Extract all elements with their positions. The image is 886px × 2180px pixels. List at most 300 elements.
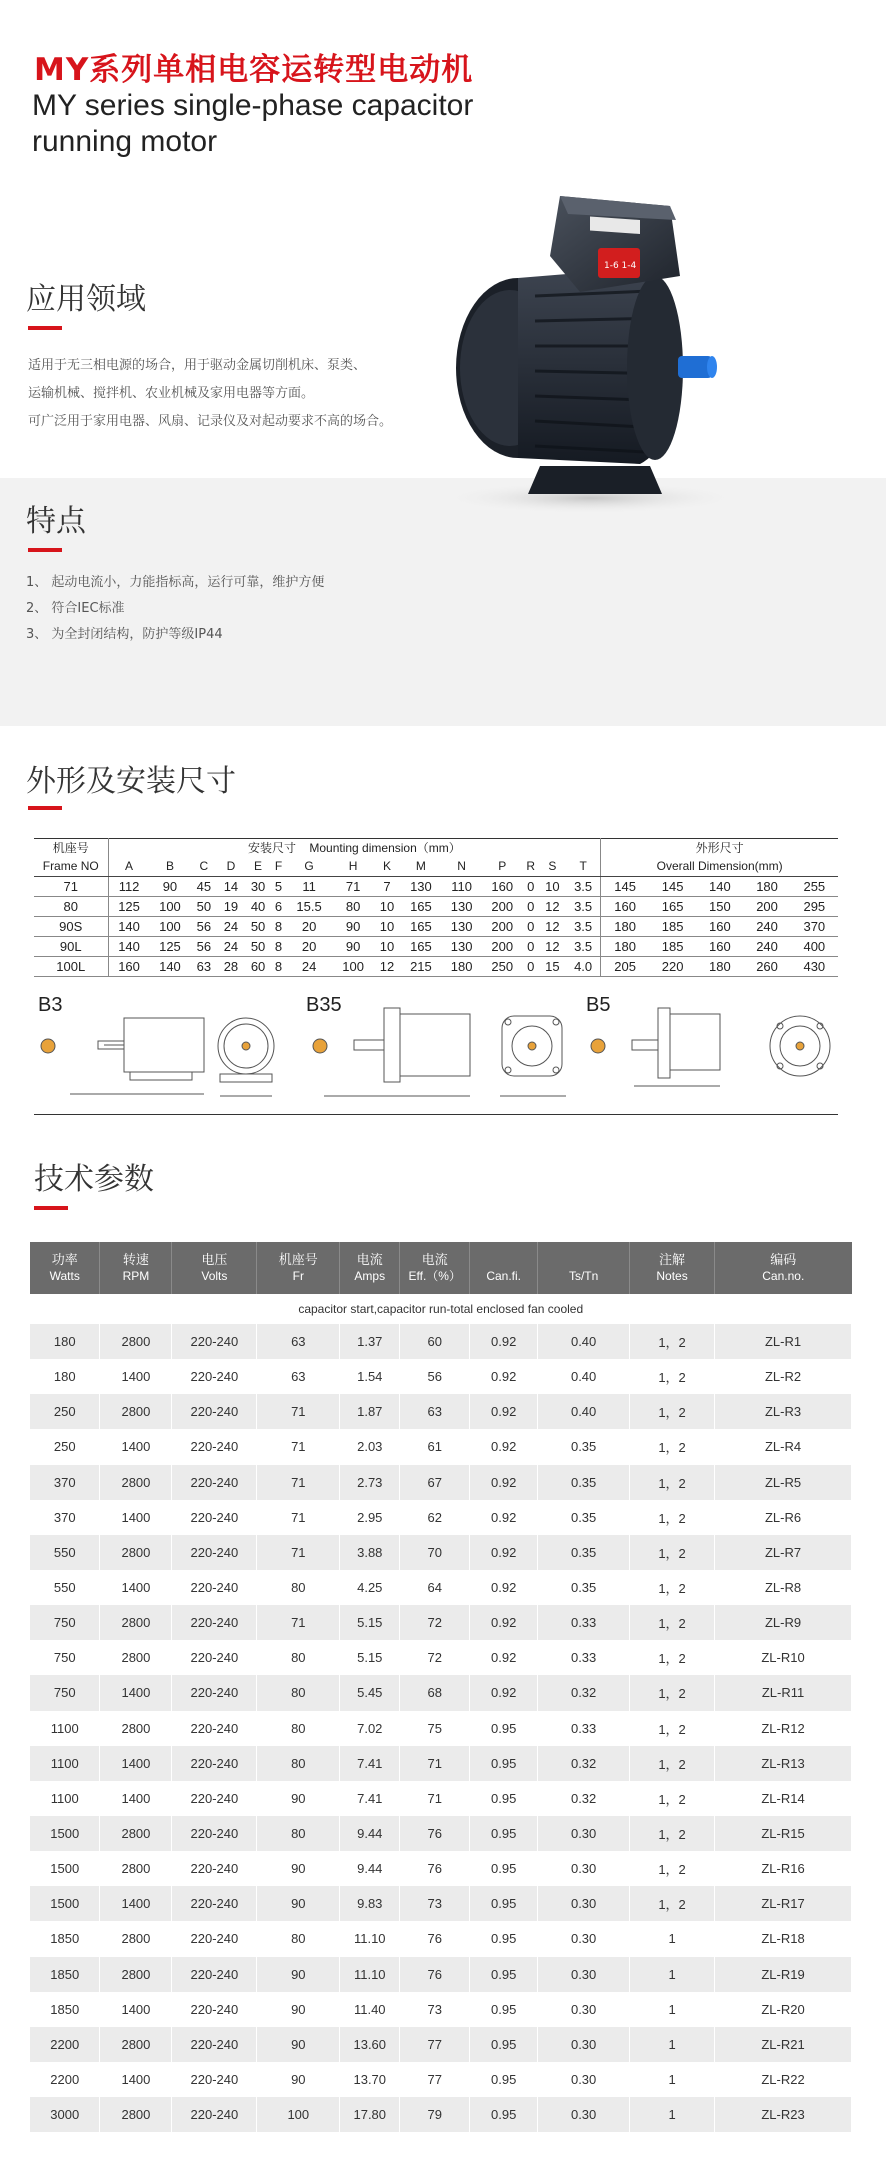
tech-col-header-cn: 电流 <box>421 1252 448 1267</box>
dim-mount-cell: 50 <box>245 936 272 956</box>
tech-cell: 2800 <box>100 1921 172 1956</box>
tech-cell: 1400 <box>100 1675 172 1710</box>
tech-cell: ZL-R10 <box>715 1640 852 1675</box>
dim-col-header: E <box>245 857 272 876</box>
tech-cell: 71 <box>257 1535 340 1570</box>
tech-cell: 73 <box>400 1992 470 2027</box>
tech-table-row <box>30 2062 852 2097</box>
tech-col-header-cn <box>470 1251 537 1268</box>
tech-cell: 1，2 <box>630 1711 715 1746</box>
tech-cell: 75 <box>400 1711 470 1746</box>
tech-cell: 80 <box>257 1746 340 1781</box>
tech-cell: 0.35 <box>538 1570 630 1605</box>
tech-cell: 4.25 <box>340 1570 400 1605</box>
dim-col-header: H <box>333 857 374 876</box>
tech-col-header-cn: 注解 <box>659 1252 686 1267</box>
b5-flange-drawing <box>770 1016 830 1076</box>
tech-cell: 1500 <box>30 1886 100 1921</box>
tech-cell: 7.41 <box>340 1781 400 1816</box>
tech-col-header <box>340 1242 400 1294</box>
dim-overall-cell: 295 <box>791 896 838 916</box>
tech-cell: 71 <box>400 1746 470 1781</box>
tech-cell: 0.95 <box>470 2062 538 2097</box>
tech-cell: 72 <box>400 1605 470 1640</box>
dim-mount-cell: 10 <box>539 876 566 896</box>
application-line: 运输机械、搅拌机、农业机械及家用电器等方面。 <box>28 386 315 401</box>
dim-mount-cell: 5 <box>272 876 286 896</box>
tech-cell: 220-240 <box>172 1886 257 1921</box>
tech-cell: ZL-R12 <box>715 1711 852 1746</box>
dim-mount-cell: 71 <box>333 876 374 896</box>
dimensions-heading: 外形及安装尺寸 <box>26 764 236 799</box>
tech-table-row <box>30 1675 852 1710</box>
dimensions-heading-underline <box>28 806 62 810</box>
tech-cell: 1850 <box>30 1921 100 1956</box>
title-chinese: MY系列单相电容运转型电动机 <box>34 52 474 88</box>
tech-table-row <box>30 1394 852 1429</box>
dim-mount-cell: 4.0 <box>566 956 601 976</box>
tech-cell: 1400 <box>100 1570 172 1605</box>
dim-mount-cell: 10 <box>373 896 400 916</box>
diagram-label-b35: B35 <box>306 994 342 1016</box>
application-line: 适用于无三相电源的场合，用于驱动金属切削机床、泵类、 <box>28 358 367 373</box>
dim-overall-cell: 220 <box>649 956 696 976</box>
tech-cell: 2800 <box>100 1711 172 1746</box>
tech-cell: 71 <box>257 1394 340 1429</box>
dim-mount-cell: 3.5 <box>566 916 601 936</box>
tech-cell: 1400 <box>100 1886 172 1921</box>
tech-cell: 1400 <box>100 1500 172 1535</box>
dim-overall-cell: 430 <box>791 956 838 976</box>
tech-table-row <box>30 1570 852 1605</box>
tech-cell: 250 <box>30 1394 100 1429</box>
tech-col-header <box>400 1242 470 1294</box>
tech-cell: 1，2 <box>630 1324 715 1359</box>
tech-cell: 220-240 <box>172 1675 257 1710</box>
dim-col-header: A <box>108 857 150 876</box>
dim-table-row <box>34 936 838 956</box>
tech-cell: ZL-R5 <box>715 1465 852 1500</box>
tech-col-header <box>257 1242 340 1294</box>
dim-mount-cell: 200 <box>482 916 523 936</box>
tech-cell: 71 <box>400 1781 470 1816</box>
tech-cell: 2800 <box>100 1816 172 1851</box>
tech-cell: 71 <box>257 1465 340 1500</box>
tech-cell: 80 <box>257 1816 340 1851</box>
tech-cell: 5.15 <box>340 1605 400 1640</box>
tech-cell: 2800 <box>100 1535 172 1570</box>
tech-cell: 9.44 <box>340 1851 400 1886</box>
tech-cell: 0.92 <box>470 1500 538 1535</box>
tech-cell: 80 <box>257 1921 340 1956</box>
dim-mount-cell: 15 <box>539 956 566 976</box>
tech-col-header-cn: 电压 <box>201 1252 228 1267</box>
tech-cell: 0.92 <box>470 1675 538 1710</box>
dim-overall-cell: 200 <box>743 896 790 916</box>
tech-cell: 370 <box>30 1500 100 1535</box>
dim-col-header: P <box>482 857 523 876</box>
tech-cell: 76 <box>400 1957 470 1992</box>
dim-frame-cell: 90S <box>34 916 108 936</box>
dim-overall-cell: 160 <box>601 896 649 916</box>
tech-cell: ZL-R11 <box>715 1675 852 1710</box>
dim-mount-cell: 30 <box>245 876 272 896</box>
tech-cell: 63 <box>257 1324 340 1359</box>
tech-table-row <box>30 1359 852 1394</box>
tech-cell: 76 <box>400 1816 470 1851</box>
dim-frame-cell: 71 <box>34 876 108 896</box>
tech-cell: 0.40 <box>538 1359 630 1394</box>
tech-cell: 0.35 <box>538 1465 630 1500</box>
tech-cell: 13.70 <box>340 2062 400 2097</box>
mount-header-cn: 安装尺寸 <box>248 841 297 855</box>
dim-mount-cell: 0 <box>523 896 539 916</box>
tech-cell: 250 <box>30 1429 100 1464</box>
tech-cell: 220-240 <box>172 1570 257 1605</box>
diagram-label-b5: B5 <box>586 994 611 1016</box>
dim-mount-cell: 180 <box>441 956 482 976</box>
dim-mount-cell: 50 <box>190 896 217 916</box>
dim-mount-cell: 40 <box>245 896 272 916</box>
dim-mount-cell: 7 <box>373 876 400 896</box>
tech-cell: 73 <box>400 1886 470 1921</box>
dim-mount-cell: 100 <box>150 896 191 916</box>
tech-cell: 0.35 <box>538 1535 630 1570</box>
title-english: MY series single-phase capacitor running motor <box>32 89 474 158</box>
tech-cell: ZL-R19 <box>715 1957 852 1992</box>
tech-cell: 1，2 <box>630 1851 715 1886</box>
tech-cell: 0.95 <box>470 1921 538 1956</box>
tech-cell: 180 <box>30 1359 100 1394</box>
tech-cell: 1500 <box>30 1851 100 1886</box>
tech-cell: 1.37 <box>340 1324 400 1359</box>
dim-overall-cell: 145 <box>601 876 649 896</box>
tech-cell: 0.33 <box>538 1640 630 1675</box>
tech-cell: 0.40 <box>538 1324 630 1359</box>
dim-mount-cell: 165 <box>401 916 442 936</box>
tech-cell: 220-240 <box>172 1605 257 1640</box>
tech-col-header-cn: 机座号 <box>278 1252 318 1267</box>
dim-mount-cell: 90 <box>150 876 191 896</box>
tech-cell: 0.30 <box>538 1957 630 1992</box>
tech-cell: 1850 <box>30 1957 100 1992</box>
dim-mount-cell: 10 <box>373 936 400 956</box>
tech-table-row <box>30 1429 852 1464</box>
dim-col-header: B <box>150 857 191 876</box>
tech-cell: 220-240 <box>172 1465 257 1500</box>
tech-cell: 0.95 <box>470 1816 538 1851</box>
tech-table-row <box>30 2027 852 2062</box>
dim-mount-cell: 20 <box>285 936 332 956</box>
tech-cell: 56 <box>400 1359 470 1394</box>
tech-cell: 220-240 <box>172 1816 257 1851</box>
tech-cell: ZL-R17 <box>715 1886 852 1921</box>
tech-cell: 220-240 <box>172 1921 257 1956</box>
application-line: 可广泛用于家用电器、风扇、记录仪及对起动要求不高的场合。 <box>28 414 393 429</box>
dim-mount-cell: 160 <box>108 956 150 976</box>
dim-col-header: C <box>190 857 217 876</box>
dim-overall-cell: 205 <box>601 956 649 976</box>
tech-cell: 1，2 <box>630 1816 715 1851</box>
tech-cell: 2800 <box>100 1394 172 1429</box>
tech-cell: ZL-R6 <box>715 1500 852 1535</box>
tech-cell: 100 <box>257 2097 340 2132</box>
tech-cell: 1 <box>630 2097 715 2132</box>
tech-cell: 0.95 <box>470 1992 538 2027</box>
dim-overall-cell: 145 <box>649 876 696 896</box>
tech-cell: 0.92 <box>470 1324 538 1359</box>
tech-table-row <box>30 1711 852 1746</box>
dim-overall-cell: 370 <box>791 916 838 936</box>
tech-cell: 72 <box>400 1640 470 1675</box>
dim-mount-cell: 110 <box>441 876 482 896</box>
tech-col-header-en: RPM <box>122 1269 150 1283</box>
tech-cell: 1400 <box>100 1781 172 1816</box>
dim-overall-cell: 180 <box>601 916 649 936</box>
tech-cell: 2800 <box>100 2097 172 2132</box>
tech-cell: 0.92 <box>470 1429 538 1464</box>
tech-cell: 11.40 <box>340 1992 400 2027</box>
tech-cell: 1，2 <box>630 1570 715 1605</box>
dim-mount-cell: 130 <box>441 896 482 916</box>
feature-item: 3、 为全封闭结构，防护等级IP44 <box>26 627 223 642</box>
dim-table-row <box>34 876 838 896</box>
tech-cell: 11.10 <box>340 1921 400 1956</box>
tech-cell: 550 <box>30 1535 100 1570</box>
tech-cell: 1.54 <box>340 1359 400 1394</box>
tech-cell: 2.73 <box>340 1465 400 1500</box>
tech-table-row <box>30 2097 852 2132</box>
motor-switch-label: 1-6 1-4 <box>604 261 637 271</box>
b3-side-drawing <box>41 1018 204 1094</box>
dim-overall-cell: 180 <box>696 956 743 976</box>
b35-flange-drawing <box>500 1016 566 1096</box>
tech-cell: 0.92 <box>470 1605 538 1640</box>
tech-params-table <box>30 1242 852 2132</box>
tech-col-header <box>630 1242 715 1294</box>
tech-cell: 7.02 <box>340 1711 400 1746</box>
tech-table-row <box>30 1500 852 1535</box>
tech-cell: ZL-R18 <box>715 1921 852 1956</box>
tech-cell: 1400 <box>100 1359 172 1394</box>
dim-mount-cell: 24 <box>217 936 244 956</box>
tech-cell: 220-240 <box>172 1640 257 1675</box>
installation-diagrams <box>34 994 838 1114</box>
tech-cell: 90 <box>257 2027 340 2062</box>
tech-cell: 1，2 <box>630 1640 715 1675</box>
tech-cell: 2.95 <box>340 1500 400 1535</box>
tech-cell: ZL-R3 <box>715 1394 852 1429</box>
features-heading-underline <box>28 548 62 552</box>
dim-col-header: N <box>441 857 482 876</box>
b5-side-drawing <box>591 1008 720 1086</box>
tech-cell: 80 <box>257 1675 340 1710</box>
tech-table-row <box>30 1781 852 1816</box>
tech-cell: 64 <box>400 1570 470 1605</box>
tech-cell: ZL-R15 <box>715 1816 852 1851</box>
dim-mount-cell: 130 <box>441 916 482 936</box>
dim-col-header: R <box>523 857 539 876</box>
dim-mount-cell: 8 <box>272 936 286 956</box>
tech-cell: ZL-R9 <box>715 1605 852 1640</box>
tech-cell: 220-240 <box>172 2027 257 2062</box>
tech-col-header-cn: 转速 <box>122 1252 149 1267</box>
tech-cell: 13.60 <box>340 2027 400 2062</box>
tech-cell: 3.88 <box>340 1535 400 1570</box>
tech-table-row <box>30 1746 852 1781</box>
dim-overall-cell: 140 <box>696 876 743 896</box>
tech-cell: 1，2 <box>630 1429 715 1464</box>
tech-cell: 220-240 <box>172 1992 257 2027</box>
tech-cell: 0.30 <box>538 1921 630 1956</box>
tech-cell: 0.30 <box>538 2027 630 2062</box>
dim-frame-cell: 80 <box>34 896 108 916</box>
feature-item: 1、 起动电流小，力能指标高，运行可靠，维护方便 <box>26 575 325 590</box>
tech-cell: 0.30 <box>538 1992 630 2027</box>
tech-cell: 220-240 <box>172 1359 257 1394</box>
dim-mount-cell: 0 <box>523 936 539 956</box>
dimensions-table <box>34 838 838 977</box>
dim-table-row <box>34 916 838 936</box>
dim-mount-cell: 130 <box>441 936 482 956</box>
overall-header-en: Overall Dimension(mm) <box>601 857 838 876</box>
tech-cell: 1，2 <box>630 1781 715 1816</box>
dim-mount-cell: 12 <box>539 916 566 936</box>
dim-mount-cell: 10 <box>373 916 400 936</box>
dim-frame-cell: 100L <box>34 956 108 976</box>
tech-col-header <box>100 1242 172 1294</box>
tech-cell: 77 <box>400 2027 470 2062</box>
b35-side-drawing <box>313 1008 470 1096</box>
mount-header <box>108 838 601 857</box>
tech-cell: 76 <box>400 1851 470 1886</box>
tech-cell: 0.95 <box>470 1781 538 1816</box>
tech-col-header <box>715 1242 852 1294</box>
tech-cell: 2200 <box>30 2062 100 2097</box>
tech-cell: 370 <box>30 1465 100 1500</box>
dim-mount-cell: 12 <box>539 936 566 956</box>
tech-cell: ZL-R13 <box>715 1746 852 1781</box>
tech-cell: 1850 <box>30 1992 100 2027</box>
tech-cell: ZL-R4 <box>715 1429 852 1464</box>
dim-mount-cell: 24 <box>217 916 244 936</box>
tech-cell: 1，2 <box>630 1394 715 1429</box>
dim-overall-cell: 150 <box>696 896 743 916</box>
tech-cell: 0.35 <box>538 1429 630 1464</box>
dim-mount-cell: 215 <box>401 956 442 976</box>
dim-overall-cell: 160 <box>696 936 743 956</box>
tech-table-row <box>30 1324 852 1359</box>
tech-cell: 0.30 <box>538 1816 630 1851</box>
tech-cell: 0.92 <box>470 1640 538 1675</box>
tech-cell: 0.92 <box>470 1359 538 1394</box>
dimensions-bottom-rule <box>34 1114 838 1115</box>
dim-mount-cell: 165 <box>401 936 442 956</box>
tech-cell: 2800 <box>100 1640 172 1675</box>
dim-overall-cell: 180 <box>601 936 649 956</box>
tech-cell: 1400 <box>100 1746 172 1781</box>
dim-mount-cell: 24 <box>285 956 332 976</box>
dim-mount-cell: 56 <box>190 936 217 956</box>
dim-col-header: M <box>401 857 442 876</box>
dim-mount-cell: 200 <box>482 896 523 916</box>
frame-header-cn: 机座号 <box>34 838 108 857</box>
dim-col-header: G <box>285 857 332 876</box>
tech-col-header-cn <box>538 1251 629 1268</box>
tech-cell: 750 <box>30 1605 100 1640</box>
tech-heading-underline <box>34 1206 68 1210</box>
dim-mount-cell: 3.5 <box>566 896 601 916</box>
dim-mount-cell: 140 <box>108 936 150 956</box>
dim-col-header: T <box>566 857 601 876</box>
tech-cell: 1，2 <box>630 1605 715 1640</box>
dim-overall-cell: 160 <box>696 916 743 936</box>
tech-cell: 90 <box>257 1886 340 1921</box>
tech-cell: 0.33 <box>538 1605 630 1640</box>
dim-mount-cell: 50 <box>245 916 272 936</box>
tech-cell: 180 <box>30 1324 100 1359</box>
dim-mount-cell: 28 <box>217 956 244 976</box>
tech-cell: 220-240 <box>172 1429 257 1464</box>
installation-drawings <box>34 1004 838 1114</box>
tech-col-header <box>538 1242 630 1294</box>
tech-cell: 1，2 <box>630 1535 715 1570</box>
tech-cell: 62 <box>400 1500 470 1535</box>
tech-cell: ZL-R14 <box>715 1781 852 1816</box>
tech-cell: 71 <box>257 1500 340 1535</box>
tech-col-header-en: Volts <box>201 1269 228 1283</box>
dim-mount-cell: 63 <box>190 956 217 976</box>
tech-cell: 220-240 <box>172 2097 257 2132</box>
tech-table-row <box>30 1992 852 2027</box>
tech-cell: 90 <box>257 2062 340 2097</box>
tech-cell: 220-240 <box>172 1535 257 1570</box>
tech-cell: 1 <box>630 2027 715 2062</box>
tech-table-row <box>30 1816 852 1851</box>
dim-mount-cell: 140 <box>150 956 191 976</box>
dim-frame-cell: 90L <box>34 936 108 956</box>
tech-cell: 220-240 <box>172 1746 257 1781</box>
tech-cell: ZL-R16 <box>715 1851 852 1886</box>
tech-cell: 0.32 <box>538 1675 630 1710</box>
tech-cell: ZL-R21 <box>715 2027 852 2062</box>
tech-cell: 1.87 <box>340 1394 400 1429</box>
application-heading: 应用领域 <box>26 282 146 317</box>
tech-cell: 2800 <box>100 1957 172 1992</box>
dim-overall-cell: 185 <box>649 916 696 936</box>
tech-cell: 76 <box>400 1921 470 1956</box>
tech-cell: 0.30 <box>538 2062 630 2097</box>
tech-cell: 67 <box>400 1465 470 1500</box>
dim-col-header: D <box>217 857 244 876</box>
tech-cell: 0.92 <box>470 1465 538 1500</box>
overall-header-cn: 外形尺寸 <box>695 841 744 855</box>
tech-cell: 60 <box>400 1324 470 1359</box>
dim-mount-cell: 140 <box>108 916 150 936</box>
tech-cell: 77 <box>400 2062 470 2097</box>
dim-mount-cell: 3.5 <box>566 936 601 956</box>
motor-product-image <box>440 196 780 516</box>
tech-cell: 0.30 <box>538 1886 630 1921</box>
tech-cell: 0.33 <box>538 1711 630 1746</box>
tech-cell: 0.30 <box>538 1851 630 1886</box>
tech-cell: 71 <box>257 1429 340 1464</box>
dim-overall-cell: 255 <box>791 876 838 896</box>
tech-col-header-cn: 电流 <box>356 1252 383 1267</box>
tech-cell: 220-240 <box>172 1500 257 1535</box>
dim-mount-cell: 14 <box>217 876 244 896</box>
tech-cell: 1400 <box>100 2062 172 2097</box>
